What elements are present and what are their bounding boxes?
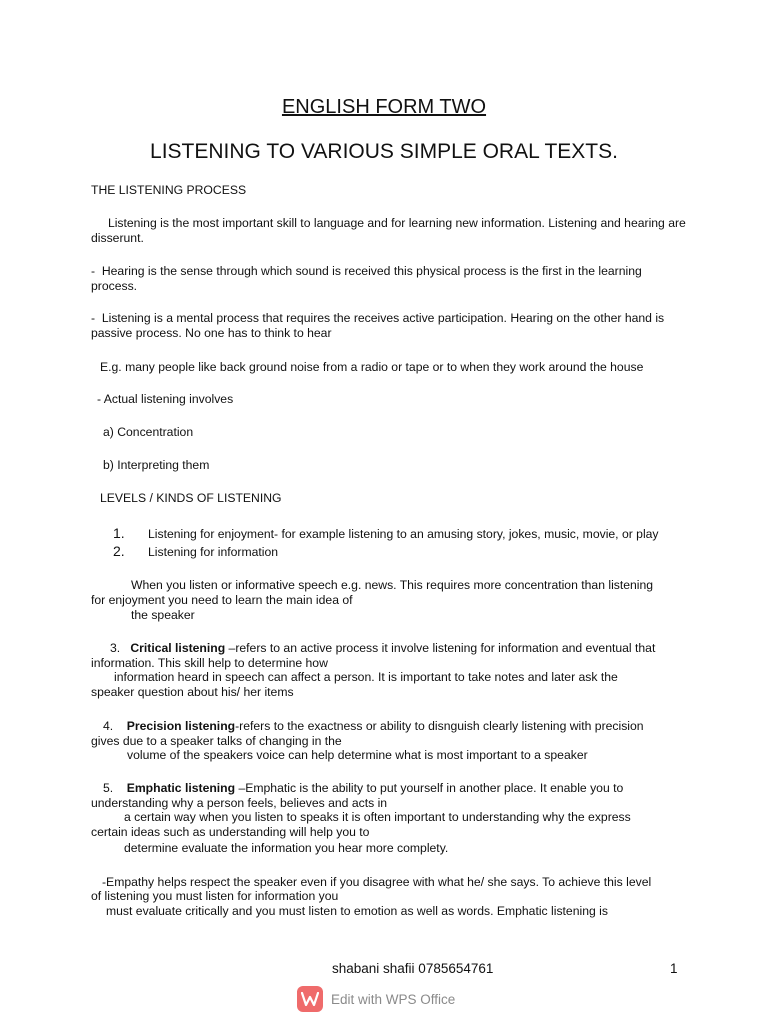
list-item-concentration: a) Concentration — [103, 425, 194, 439]
item4-line-2: gives due to a speaker talks of changing in the — [91, 734, 342, 748]
term-precision-listening: Precision listening — [126, 719, 236, 733]
paragraph-example: E.g. many people like back ground noise from a radio or tape or to when they work around the house — [100, 360, 644, 374]
item4-line-1: 4. Precision listening-refers to the exactness or ability to disnguish clearly listening with precision — [103, 719, 644, 733]
item4-line-3: volume of the speakers voice can help determine what is most important to a speaker — [127, 748, 588, 762]
document-title: ENGLISH FORM TWO — [281, 96, 487, 118]
page-number: 1 — [670, 961, 678, 976]
paragraph-listening: - Listening is a mental process that requires the receives active participation. Hearing on the other hand is passive process. No one has to think to hear — [91, 311, 668, 340]
paragraph-intro: Listening is the most important skill to language and for learning new information. Listening and hearing are disserunt. — [91, 216, 690, 245]
list-number: 1. — [113, 525, 125, 541]
paragraph-actual-listening: - Actual listening involves — [97, 392, 234, 406]
item5-line-1: 5. Emphatic listening –Emphatic is the ability to put yourself in another place. It enable you to — [103, 781, 624, 795]
document-subtitle: LISTENING TO VARIOUS SIMPLE ORAL TEXTS. — [150, 140, 618, 163]
empathy-line-3: must evaluate critically and you must listen to emotion as well as words. Emphatic listening is — [106, 904, 608, 918]
empathy-line-1: -Empathy helps respect the speaker even if you disagree with what he/ she says. To achieve this level — [102, 875, 652, 889]
list-item-interpreting: b) Interpreting them — [103, 458, 210, 472]
item5-line-4: certain ideas such as understanding will help you to — [91, 825, 370, 839]
item3-line-4: speaker question about his/ her items — [91, 685, 294, 699]
wps-logo-icon — [297, 986, 323, 1012]
item3-line-2: information. This skill help to determine how — [91, 656, 328, 670]
item3-line-1: 3. Critical listening –refers to an active process it involve listening for information and eventual that — [110, 641, 656, 655]
info-line-3: the speaker — [131, 608, 195, 622]
info-line-1: When you listen or informative speech e.g. news. This requires more concentration than listening — [131, 578, 654, 592]
info-line-2: for enjoyment you need to learn the main idea of — [91, 593, 353, 607]
wps-label: Edit with WPS Office — [331, 991, 456, 1007]
section-heading-listening-process: THE LISTENING PROCESS — [91, 183, 247, 197]
empathy-line-2: of listening you must listen for information you — [91, 889, 339, 903]
list-number: 2. — [113, 543, 125, 559]
list-item-enjoyment: Listening for enjoyment- for example listening to an amusing story, jokes, music, movie, or play — [148, 527, 659, 541]
list-item-information: Listening for information — [148, 545, 279, 559]
footer-author: shabani shafii 0785654761 — [332, 961, 494, 976]
term-critical-listening: Critical listening — [130, 641, 226, 655]
item5-line-3: a certain way when you listen to speaks it is often important to understanding why the express — [124, 810, 631, 824]
item5-line-2: understanding why a person feels, believes and acts in — [91, 796, 388, 810]
item5-line-5: determine evaluate the information you hear more complety. — [124, 841, 449, 855]
edit-with-wps-button[interactable] — [297, 985, 455, 1013]
paragraph-hearing: - Hearing is the sense through which sound is received this physical process is the first in the learning process. — [91, 264, 646, 293]
item3-line-3: information heard in speech can affect a person. It is important to take notes and later ask the — [114, 670, 618, 684]
term-enjoyment: Listening for enjoyment — [148, 527, 275, 541]
term-emphatic-listening: Emphatic listening — [126, 781, 236, 795]
section-heading-levels: LEVELS / KINDS OF LISTENING — [100, 491, 282, 505]
